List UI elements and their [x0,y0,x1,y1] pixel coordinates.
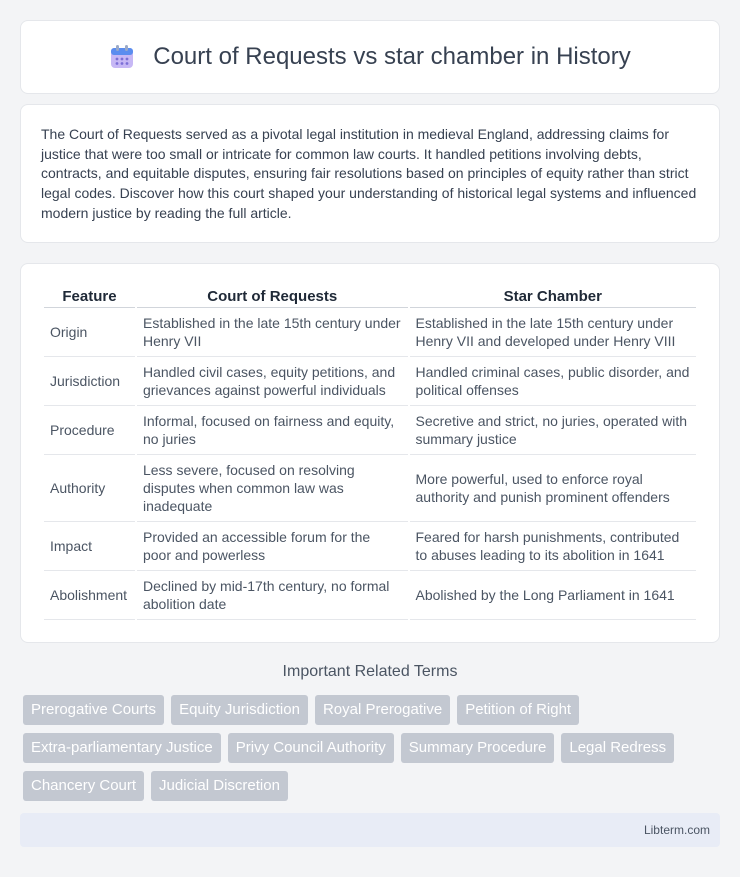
column-header-star-chamber: Star Chamber [410,284,697,308]
term-tag[interactable]: Privy Council Authority [228,733,394,763]
comparison-table [42,284,698,620]
table-row [44,406,696,455]
term-tag[interactable]: Extra-parliamentary Justice [23,733,221,763]
term-tag[interactable]: Prerogative Courts [23,695,164,725]
table-row [44,308,696,357]
row-court-of-requests: Less severe, focused on resolving disputes when common law was inadequate [137,455,408,522]
row-star-chamber: Secretive and strict, no juries, operated with summary justice [410,406,697,455]
related-terms-list [23,695,723,801]
row-feature: Impact [44,522,135,571]
row-feature: Abolishment [44,571,135,620]
row-star-chamber: Established in the late 15th century under Henry VII and developed under Henry VIII [410,308,697,357]
row-star-chamber: Abolished by the Long Parliament in 1641 [410,571,697,620]
row-court-of-requests: Declined by mid-17th century, no formal abolition date [137,571,408,620]
term-tag[interactable]: Royal Prerogative [315,695,450,725]
table-header-row [44,284,696,308]
term-tag[interactable]: Summary Procedure [401,733,555,763]
row-feature: Authority [44,455,135,522]
footer [20,813,720,847]
footer-site-link[interactable]: Libterm.com [643,823,710,837]
row-court-of-requests: Provided an accessible forum for the poor and powerless [137,522,408,571]
row-court-of-requests: Handled civil cases, equity petitions, and grievances against powerful individuals [137,357,408,406]
page-title: Court of Requests vs star chamber in History [153,43,631,70]
calendar-icon [109,44,135,70]
table-row [44,357,696,406]
table-row [44,571,696,620]
related-terms-title: Important Related Terms [282,663,458,680]
row-feature: Procedure [44,406,135,455]
row-court-of-requests: Informal, focused on fairness and equity, no juries [137,406,408,455]
term-tag[interactable]: Petition of Right [457,695,579,725]
term-tag[interactable]: Chancery Court [23,771,144,801]
term-tag[interactable]: Legal Redress [561,733,674,763]
table-row [44,522,696,571]
intro-text: The Court of Requests served as a pivotal legal institution in medieval England, addressing claims for justice that were too small or intricate for common law courts. It handled petitions involving debts, contracts, and equitable disputes, ensuring fair resolutions based on principles of equity rather than strict legal codes. Discover how this court shaped your understanding of historical legal systems and influenced modern justice by reading the full article. [41,126,697,221]
column-header-court-of-requests: Court of Requests [137,284,408,308]
row-feature: Jurisdiction [44,357,135,406]
column-header-feature: Feature [44,284,135,308]
term-tag[interactable]: Equity Jurisdiction [171,695,308,725]
row-star-chamber: More powerful, used to enforce royal authority and punish prominent offenders [410,455,697,522]
row-star-chamber: Handled criminal cases, public disorder, and political offenses [410,357,697,406]
comparison-table-card [20,263,720,643]
header-card [20,20,720,94]
intro-card [20,104,720,243]
term-tag[interactable]: Judicial Discretion [151,771,288,801]
row-court-of-requests: Established in the late 15th century under Henry VII [137,308,408,357]
row-feature: Origin [44,308,135,357]
table-row [44,455,696,522]
row-star-chamber: Feared for harsh punishments, contributed to abuses leading to its abolition in 1641 [410,522,697,571]
